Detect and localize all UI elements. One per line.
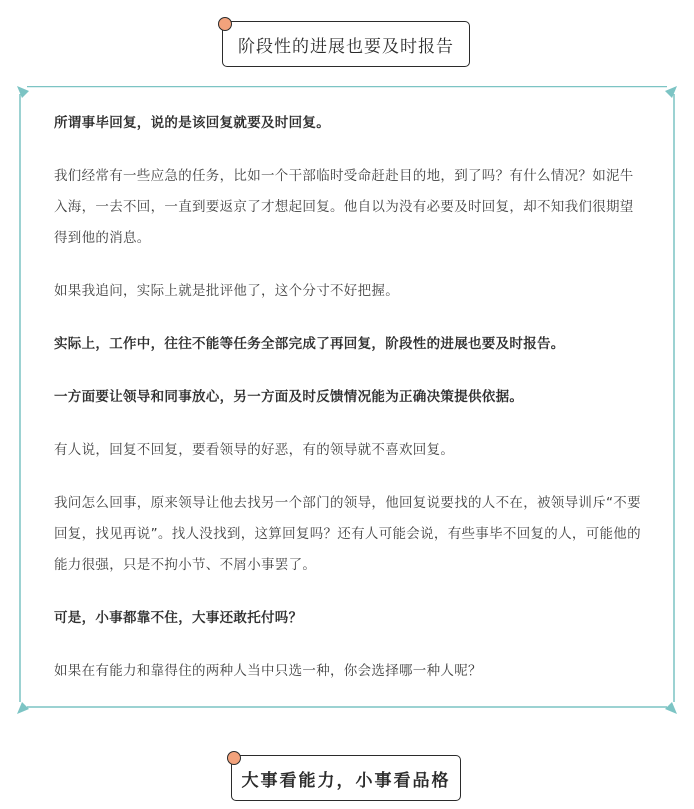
orange-dot-icon [227,751,241,765]
paragraph: 有人说，回复不回复，要看领导的好恶，有的领导就不喜欢回复。 [54,442,455,458]
orange-dot-icon [218,17,232,31]
paragraph: 实际上，工作中，往往不能等任务全部完成了再回复，阶段性的进展也要及时报告。 [54,336,565,352]
corner-top-right-icon [665,86,677,98]
paragraph: 我问怎么回事，原来领导让他去找另一个部门的领导，他回复说要找的人不在，被领导训斥“不要回复，找见再说”。找人没找到，这算回复吗？还有人可能会说，有些事毕不回复的人，可能他的能力很强，只是不拘小节、不屑小事罢了。 [54,495,641,573]
paragraph: 如果在有能力和靠得住的两种人当中只选一种，你会选择哪一种人呢？ [54,663,482,679]
paragraph: 可是，小事都靠不住，大事还敢托付吗？ [54,610,303,626]
corner-top-left-icon [17,86,29,98]
paragraph: 所谓事毕回复，说的是该回复就要及时回复。 [54,115,330,131]
footer-title: 大事看能力，小事看品格 [241,770,451,791]
corner-bottom-right-icon [665,702,677,714]
section-title: 阶段性的进展也要及时报告 [238,36,454,57]
footer-title-tag [231,755,461,801]
corner-bottom-left-icon [17,702,29,714]
paragraph: 我们经常有一些应急的任务，比如一个干部临时受命赶赴目的地，到了吗？有什么情况？如泥牛入海，一去不回，一直到要返京了才想起回复。他自以为没有必要及时回复，却不知我们很期望得到他的消息。 [54,168,634,246]
paragraph: 如果我追问，实际上就是批评他了，这个分寸不好把握。 [54,283,399,299]
section-title-tag [222,21,470,67]
paragraph: 一方面要让领导和同事放心，另一方面及时反馈情况能为正确决策提供依据。 [54,389,524,405]
article-body [54,108,644,709]
